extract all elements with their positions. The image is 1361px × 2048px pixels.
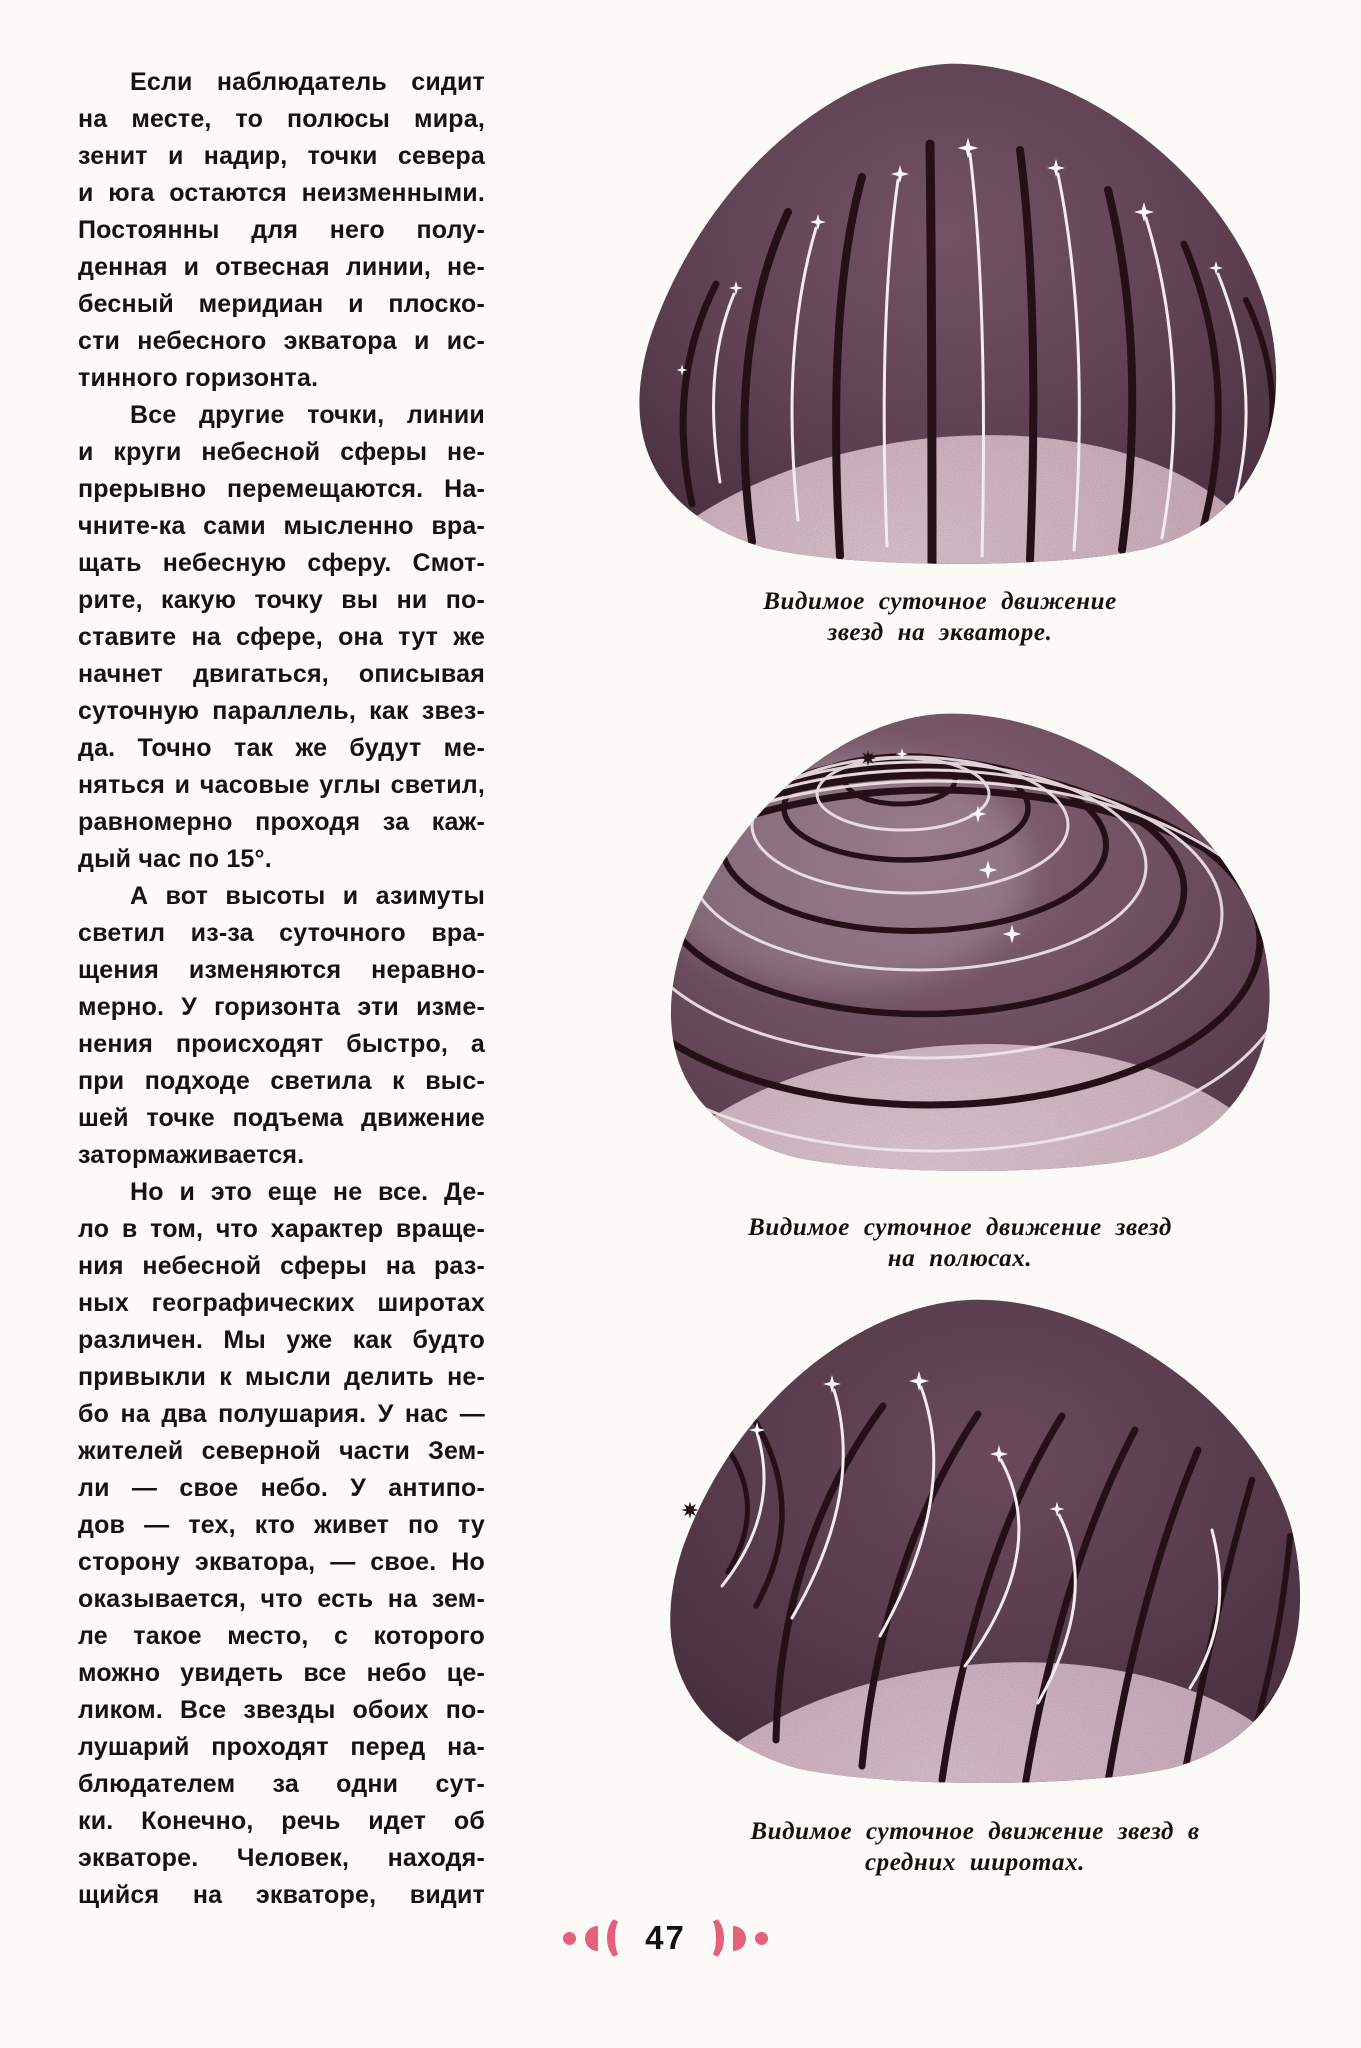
text-line: затормаживается. [78, 1141, 305, 1169]
text-line: ки. Конечно, речь идет об [78, 1807, 485, 1835]
text-line: привыкли к мысли делить не- [78, 1363, 485, 1391]
text-line: нения происходят быстро, а [78, 1030, 485, 1058]
text-line: ния небесной сферы на раз- [78, 1252, 485, 1280]
text-line: бесный меридиан и плоско- [78, 290, 485, 318]
text-line: дый час по 15°. [78, 845, 272, 873]
text-line: на месте, то полюсы мира, [78, 105, 485, 133]
text-line: чните-ка сами мысленно вра- [78, 512, 485, 540]
text-line: лушарий проходят перед на- [78, 1733, 485, 1761]
caption-equator [580, 586, 1300, 648]
caption-line: на полюсах. [887, 1245, 1033, 1272]
ornament-dot-icon [563, 1932, 576, 1945]
text-line: сторону экватора, — свое. Но [78, 1548, 485, 1576]
text-line: ло в том, что характер враще- [78, 1215, 485, 1243]
text-line: Все другие точки, линии [130, 401, 485, 429]
caption-line: средних широтах. [864, 1849, 1086, 1876]
text-line: сти небесного экватора и ис- [78, 327, 485, 355]
text-line: равномерно проходя за каж- [78, 808, 485, 836]
text-line: мерно. У горизонта эти изме- [78, 993, 485, 1021]
text-line: прерывно перемещаются. На- [78, 475, 485, 503]
figure-midlatitude-dome [630, 1288, 1320, 1788]
text-line: ных географических широтах [78, 1289, 485, 1317]
ornament-halfmoon-icon [733, 1926, 746, 1951]
text-line: ликом. Все звезды обоих по- [78, 1696, 485, 1724]
text-line: и юга остаются неизменными. [78, 179, 485, 207]
text-line: дов — тех, кто живет по ту [78, 1511, 485, 1539]
text-line: при подходе светила к выс- [78, 1067, 485, 1095]
text-line: ли — свое небо. У антипо- [78, 1474, 485, 1502]
text-line: можно увидеть все небо це- [78, 1659, 485, 1687]
text-line: ле такое место, с которого [78, 1622, 485, 1650]
page-number: 47 [645, 1919, 686, 1956]
text-line: денная и отвесная линии, не- [78, 253, 485, 281]
text-line: суточную параллель, как звез- [78, 697, 485, 725]
text-line: ставите на сфере, она тут же [78, 623, 485, 651]
text-line: няться и часовые углы светил, [78, 771, 485, 799]
text-line: светил из-за суточного вра- [78, 919, 485, 947]
text-line: жителей северной части Зем- [78, 1437, 485, 1465]
caption-midlatitude [595, 1816, 1355, 1878]
text-line: экваторе. Человек, находя- [78, 1844, 485, 1872]
text-line: щийся на экваторе, видит [78, 1881, 485, 1909]
text-line: зенит и надир, точки севера [78, 142, 485, 170]
text-line: оказывается, что есть на зем- [78, 1585, 485, 1613]
text-line: бо на два полушария. У нас — [78, 1400, 485, 1428]
text-line: А вот высоты и азимуты [130, 882, 485, 910]
article-text [78, 64, 485, 1914]
text-line: и круги небесной сферы не- [78, 438, 485, 466]
text-line: начнет двигаться, описывая [78, 660, 485, 688]
text-line: да. Точно так же будут ме- [78, 734, 485, 762]
ornament-halfmoon-icon [585, 1926, 598, 1951]
figure-equator-dome [600, 52, 1300, 567]
figure-pole-dome [640, 700, 1300, 1180]
pole-dome-illustration [640, 700, 1300, 1180]
equator-dome-illustration [600, 52, 1300, 567]
text-line: Если наблюдатель сидит [130, 68, 485, 96]
text-line: рите, какую точку вы ни по- [78, 586, 485, 614]
text-line: шей точке подъема движение [78, 1104, 485, 1132]
midlatitude-dome-illustration [630, 1288, 1320, 1788]
caption-line: Видимое суточное движение звезд в [750, 1818, 1200, 1845]
text-line: щать небесную сферу. Смот- [78, 549, 485, 577]
caption-line: Видимое суточное движение звезд [748, 1214, 1172, 1241]
text-line: блюдателем за одни сут- [78, 1770, 485, 1798]
text-line: щения изменяются неравно- [78, 956, 485, 984]
caption-pole [590, 1212, 1330, 1274]
ornament-dot-icon [755, 1932, 768, 1945]
caption-line: звезд на экваторе. [827, 619, 1053, 646]
text-line: тинного горизонта. [78, 364, 319, 392]
ornament-crescent-close-icon [697, 1916, 724, 1960]
text-line: Но и это еще не все. Де- [130, 1178, 485, 1206]
text-line: Постоянны для него полу- [78, 216, 485, 244]
text-line: различен. Мы уже как будто [78, 1326, 485, 1354]
ornament-crescent-open-icon [607, 1916, 634, 1960]
caption-line: Видимое суточное движение [763, 588, 1117, 615]
page-footer [0, 1916, 1331, 1960]
